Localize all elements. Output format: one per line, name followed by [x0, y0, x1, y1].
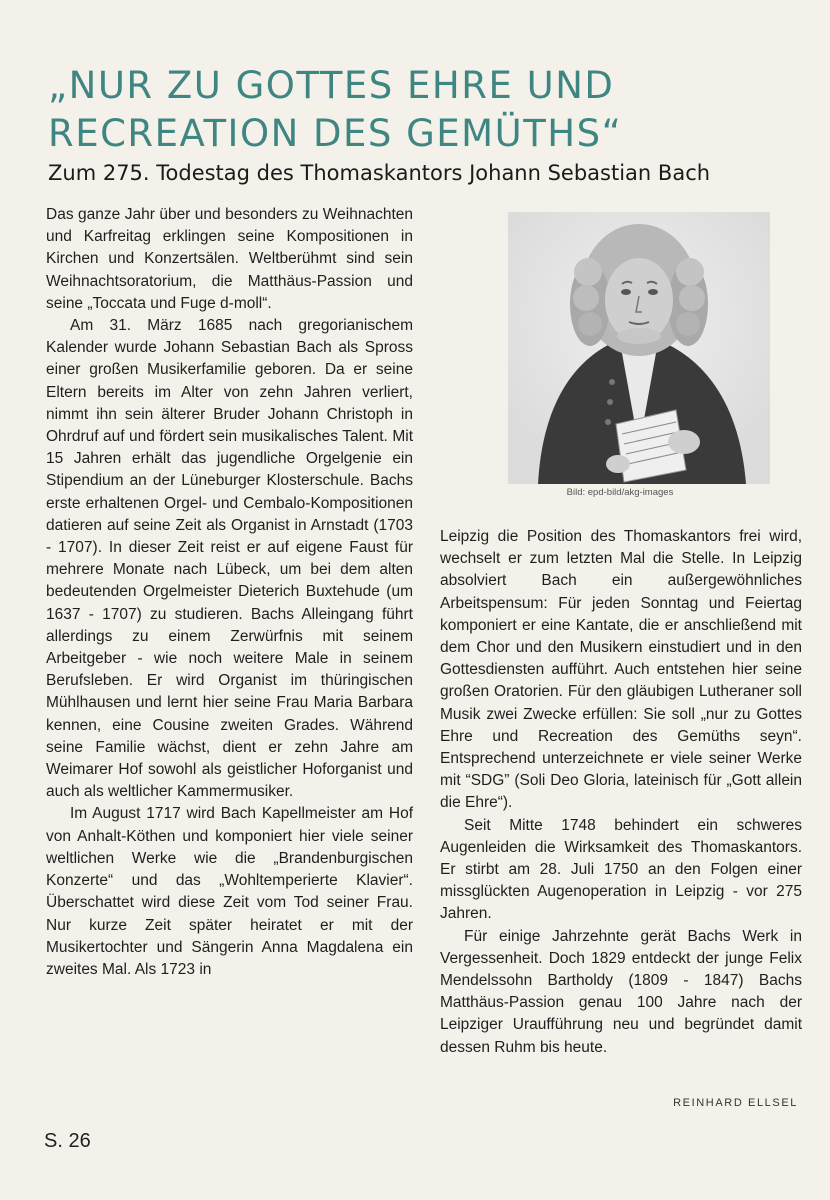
bach-portrait-image	[508, 212, 770, 484]
right-text-column	[440, 526, 802, 1059]
article-title	[48, 62, 808, 158]
paragraph: Das ganze Jahr über und besonders zu Weihnachten und Karfreitag erklingen seine Kompositionen in Kirchen und Konzertsälen. Weltberühmt sind sein Weihnachtsoratorium, die Matthäus-Passion und seine „Toccata und Fuge d-moll“.	[46, 206, 413, 312]
paragraph: Für einige Jahrzehnte gerät Bachs Werk in Vergessenheit. Doch 1829 entdeckt der junge Felix Mendelssohn Bartholdy (1809 - 1847) Bachs Matthäus-Passion genau 100 Jahre nach der Leipziger Uraufführung neu und begründet damit dessen Ruhm bis heute.	[440, 927, 802, 1056]
paragraph: Leipzig die Position des Thomaskantors frei wird, wechselt er zum letzten Mal die Stelle. In Leipzig absolviert Bach ein außergewöhnliches Arbeitspensum: Für jeden Sonntag und Feiertag komponiert er eine Kantate, die er anschließend mit dem Chor und den Musikern einstudiert und in den Gottesdiensten aufführt. Auch entstehen hier seine großen Oratorien. Für den gläubigen Lutheraner soll Musik zwei Zwecke erfüllen: Sie soll „nur zu Gottes Ehre und Recreation des Gemüths seyn“. Entsprechend unterzeichnete er viele seiner Werke mit “SDG” (Soli Deo Gloria, lateinisch für „Gott allein die Ehre“).	[440, 528, 802, 812]
page-number: S. 26	[44, 1130, 91, 1152]
image-caption: Bild: epd-bild/akg-images	[566, 487, 674, 498]
article-subtitle: Zum 275. Todestag des Thomaskantors Johann Sebastian Bach	[48, 161, 711, 185]
paragraph: Im August 1717 wird Bach Kapellmeister am Hof von Anhalt-Köthen und komponiert hier viele seiner weltlichen Werke wie die „Brandenburgischen Konzerte“ und das „Wohltemperierte Klavier“. Überschattet wird diese Zeit vom Tod seiner Frau. Nur kurze Zeit später heiratet er mit der Musikertochter und Sängerin Anna Magdalena ein zweites Mal. Als 1723 in	[46, 805, 413, 978]
paragraph: Am 31. März 1685 nach gregorianischem Kalender wurde Johann Sebastian Bach als Spross einer großen Musikerfamilie geboren. Da er seine Eltern bereits im Alter von zehn Jahren verliert, nimmt ihn sein älterer Bruder Johann Christoph in Ohrdruf auf und fördert sein musikalisches Talent. Mit 15 Jahren erhält das jugendliche Orgelgenie ein Stipendium an der Lüneburger Klosterschule. Bachs erste erhaltenen Orgel- und Cembalo-Kompositionen datieren auf seine Zeit als Organist in Arnstadt (1703 - 1707). In dieser Zeit reist er auf eigene Faust für mehrere Monate nach Lübeck, um bei dem alten bedeutenden Orgelmeister Dieterich Buxtehude (um 1637 - 1707) zu studieren. Bachs Alleingang führt allerdings zu einem Zerwürfnis mit seinem Arbeitgeber - wie noch weitere Male in seinem Berufsleben. Er wird Organist im thüringischen Mühlhausen und lernt hier seine Frau Maria Barbara kennen, eine Cousine zweiten Grades. Während seine Familie wächst, dient er zehn Jahre am Weimarer Hof sowohl als geistlicher Hoforganist und auch als weltlicher Kammermusiker.	[46, 317, 413, 801]
article-title-line-2: RECREATION DES GEMÜTHS“	[48, 112, 623, 155]
paragraph: Seit Mitte 1748 behindert ein schweres Augenleiden die Wirksamkeit des Thomaskantors. Er stirbt am 28. Juli 1750 an den Folgen einer missglückten Augenoperation in Leipzig - vor 275 Jahren.	[440, 816, 802, 923]
left-text-column	[46, 204, 413, 981]
article-title-line-1: „NUR ZU GOTTES EHRE UND	[48, 64, 615, 107]
article-author: REINHARD ELLSEL	[673, 1097, 798, 1109]
